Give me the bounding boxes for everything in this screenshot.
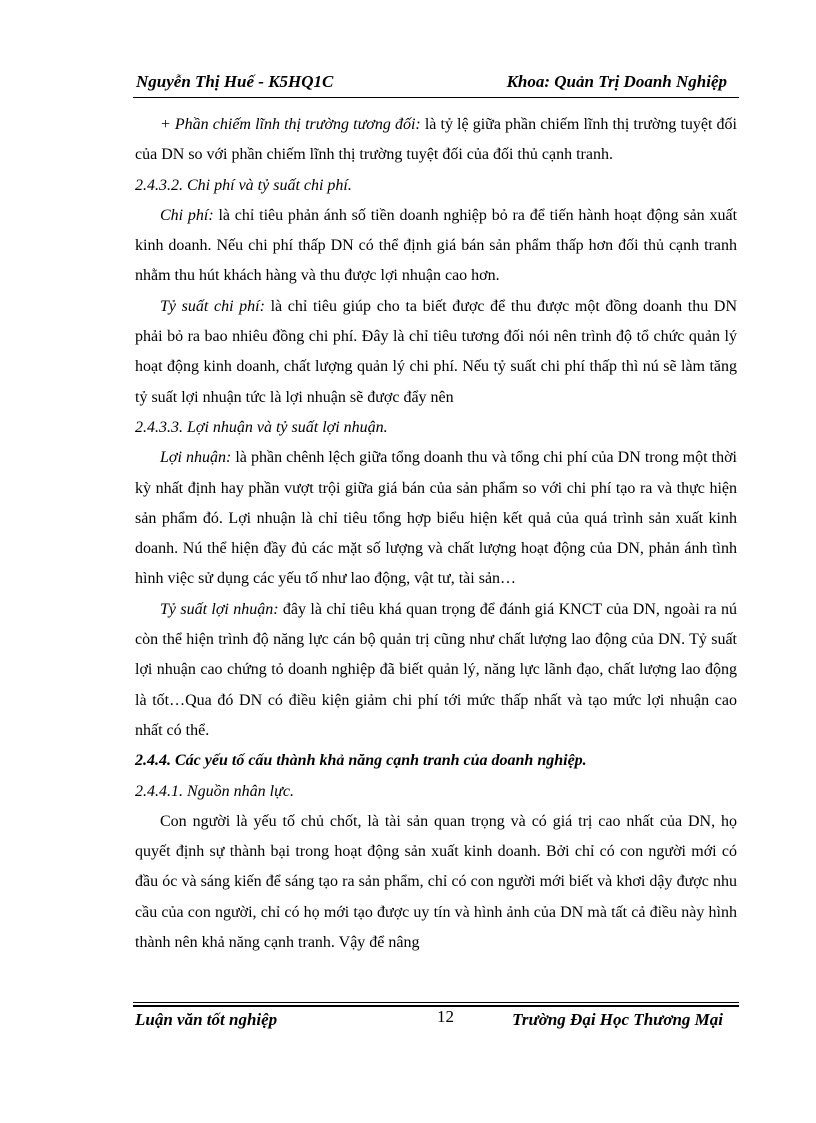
header-author: Nguyễn Thị Huế - K5HQ1C xyxy=(136,72,334,91)
paragraph-cost xyxy=(135,201,737,292)
heading-2-4-4-1: 2.4.4.1. Nguồn nhân lực. xyxy=(135,782,294,800)
paragraph-human-resources: Con người là yếu tố chủ chốt, là tài sản quan trọng và có giá trị cao nhất của DN, họ quyết định sự thành bại trong hoạt động sản xuất kinh doanh. Bởi chỉ có con người mới có đầu óc và sáng kiến để sáng tạo ra sản phẩm, chỉ có con người mới biết và khơi dậy được nhu cầu của con người, chỉ có họ mới tạo được uy tín và hình ảnh của DN mà tất cả điều này hình thành nên khả năng cạnh tranh. Vậy để nâng xyxy=(135,812,737,952)
paragraph-text: là chỉ tiêu giúp cho ta biết được để thu được một đồng doanh thu DN phải bỏ ra bao nhiêu đồng chi phí. Đây là chỉ tiêu tương đối nói nên trình độ tổ chức quản lý hoạt động kinh doanh, chất lượng quản lý chi phí. Nếu tỷ suất chi phí thấp thì nú sẽ làm tăng tỷ suất lợi nhuận tức là lợi nhuận sẽ được đẩy nên xyxy=(135,297,738,406)
term-cost: Chi phí: xyxy=(160,206,214,224)
term-cost-ratio: Tỷ suất chi phí: xyxy=(160,297,265,315)
paragraph-profit-ratio xyxy=(135,595,737,746)
footer-thesis-label: Luận văn tốt nghiệp xyxy=(135,1010,278,1029)
header-faculty: Khoa: Quản Trị Doanh Nghiệp xyxy=(506,72,727,91)
paragraph-relative-market-share xyxy=(135,110,737,171)
term-profit-ratio: Tỷ suất lợi nhuận: xyxy=(160,600,279,618)
paragraph-text: là tỷ lệ giữa phần chiếm lĩnh thị trường tuyệt đối của DN so với phần chiếm lĩnh thị trường tuyệt đối của đối thủ cạnh tranh. xyxy=(135,116,737,164)
paragraph-cost-ratio xyxy=(135,292,737,413)
page-header xyxy=(133,72,739,100)
heading-2-4-3-3: 2.4.3.3. Lợi nhuận và tỷ suất lợi nhuận. xyxy=(135,418,388,436)
footer-rule-thin xyxy=(133,1002,739,1003)
page-footer xyxy=(133,1002,739,1042)
footer-university: Trường Đại Học Thương Mại xyxy=(512,1010,723,1029)
term-profit: Lợi nhuận: xyxy=(160,449,232,467)
paragraph-text: là chỉ tiêu phản ánh số tiền doanh nghiệp bỏ ra để tiến hành hoạt động sản xuất kinh doanh. Nếu chi phí thấp DN có thể định giá bán sản phẩm thấp hơn đối thủ cạnh tranh nhằm thu hút khách hàng và thu được lợi nhuận cao hơn. xyxy=(135,206,738,285)
paragraph-text: đây là chỉ tiêu khá quan trọng để đánh giá KNCT của DN, ngoài ra nú còn thể hiện trình độ năng lực cán bộ quản trị cũng như chất lượng lao động của DN. Tỷ suất lợi nhuận cao chứng tỏ doanh nghiệp đã biết quản lý, năng lực lãnh đạo, chất lượng lao động là tốt…Qua đó DN có điều kiện giảm chi phí tới mức thấp nhất và tạo mức lợi nhuận cao nhất có thể. xyxy=(135,600,738,739)
heading-2-4-4: 2.4.4. Các yếu tố cấu thành khả năng cạnh tranh của doanh nghiệp. xyxy=(135,752,587,770)
paragraph-profit xyxy=(135,443,737,594)
term-relative-market-share: + Phần chiếm lĩnh thị trường tương đối: xyxy=(160,116,421,133)
paragraph-text: là phần chênh lệch giữa tổng doanh thu và tổng chi phí của DN trong một thời kỳ nhất định hay phần vượt trội giữa giá bán của sản phẩm so với chi phí tạo ra và thực hiện sản phẩm đó. Lợi nhuận là chỉ tiêu tổng hợp biểu hiện kết quả của quá trình sản xuất kinh doanh. Nú thể hiện đầy đủ các mặt số lượng và chất lượng hoạt động của DN, phản ánh tình hình việc sử dụng các yếu tố như lao động, vật tư, tài sản… xyxy=(135,449,737,588)
header-rule xyxy=(133,97,739,98)
page-number: 12 xyxy=(437,1007,454,1026)
heading-2-4-3-2: 2.4.3.2. Chi phí và tỷ suất chi phí. xyxy=(135,176,352,194)
page-body xyxy=(135,110,737,958)
footer-rule-thick xyxy=(133,1005,739,1007)
